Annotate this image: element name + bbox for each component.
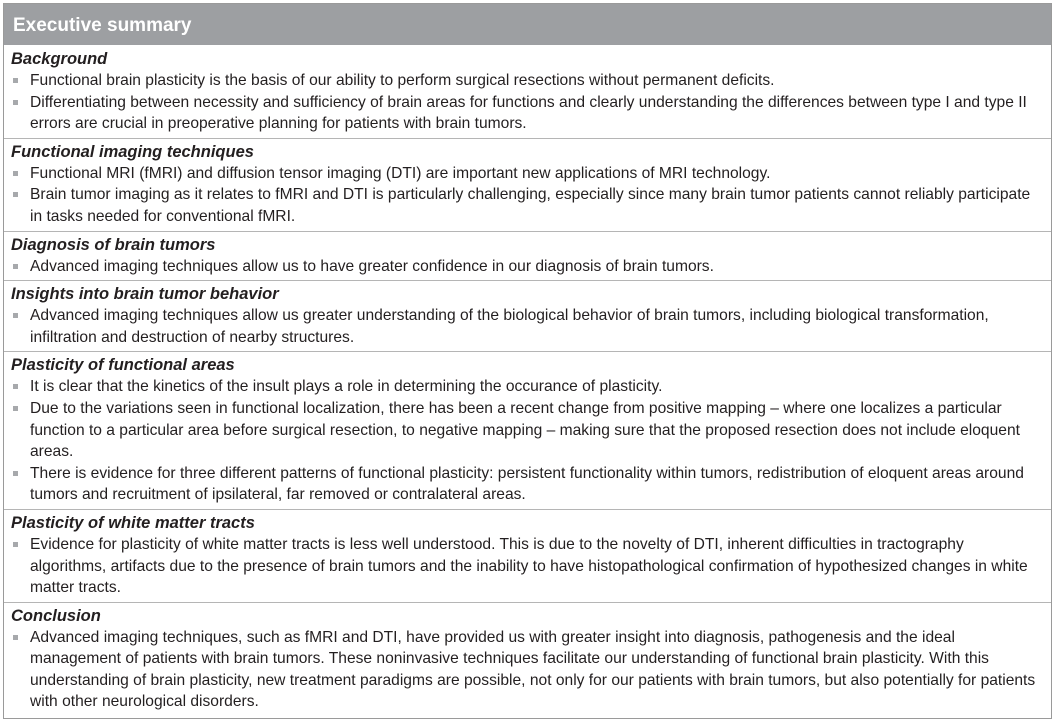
section-heading: Plasticity of white matter tracts: [11, 513, 255, 532]
summary-section: [4, 46, 1051, 138]
bullet-item: [11, 398, 1043, 463]
bullet-list: [11, 376, 1043, 506]
section-heading: Functional imaging techniques: [11, 142, 254, 161]
square-bullet-icon: [13, 635, 18, 640]
bullet-text: Advanced imaging techniques, such as fMRI and DTI, have provided us with greater insight into diagnosis, pathogenesis and the ideal management of patients with brain tumors. These noninvasive techniques facilitate our understanding of functional brain plasticity. With this understanding of brain plasticity, new treatment paradigms are possible, not only for our patients with brain tumors, but also potentially for patients with other neurological disorders.: [30, 628, 1036, 711]
summary-section: [4, 138, 1051, 231]
bullet-text: Evidence for plasticity of white matter tracts is less well understood. This is due to the novelty of DTI, inherent difficulties in tractography algorithms, artifacts due to the presence of brain tumors and the inability to have histopathological confirmation of hypothesized changes in white matter tracts.: [30, 535, 1028, 597]
square-bullet-icon: [13, 542, 18, 547]
bullet-text: Brain tumor imaging as it relates to fMRI and DTI is particularly challenging, especially since many brain tumor patients cannot reliably participate in tasks needed for conventional fMRI.: [30, 186, 1031, 225]
bullet-list: [11, 534, 1043, 599]
bullet-item: [11, 184, 1043, 227]
summary-title: Executive summary: [4, 4, 1051, 46]
bullet-text: Due to the variations seen in functional localization, there has been a recent change from positive mapping – where one localizes a particular function to a particular area before surgical resection, to negative mapping – making sure that the proposed resection does not include eloquent areas.: [30, 399, 1020, 461]
summary-section: [4, 231, 1051, 281]
square-bullet-icon: [13, 171, 18, 176]
square-bullet-icon: [13, 406, 18, 411]
summary-section: [4, 351, 1051, 509]
bullet-item: [11, 376, 1043, 398]
section-heading: Conclusion: [11, 606, 101, 625]
summary-section: [4, 509, 1051, 602]
bullet-item: [11, 463, 1043, 506]
bullet-item: [11, 163, 1043, 185]
square-bullet-icon: [13, 313, 18, 318]
square-bullet-icon: [13, 264, 18, 269]
square-bullet-icon: [13, 78, 18, 83]
section-heading: Plasticity of functional areas: [11, 356, 235, 375]
section-heading: Diagnosis of brain tumors: [11, 235, 216, 254]
bullet-list: [11, 70, 1043, 135]
square-bullet-icon: [13, 192, 18, 197]
executive-summary-box: [3, 3, 1052, 719]
bullet-item: [11, 305, 1043, 348]
section-heading: Insights into brain tumor behavior: [11, 285, 279, 304]
bullet-text: Functional brain plasticity is the basis of our ability to perform surgical resections without permanent deficits.: [30, 72, 775, 89]
bullet-item: [11, 92, 1043, 135]
bullet-text: Functional MRI (fMRI) and diffusion tensor imaging (DTI) are important new applications of MRI technology.: [30, 164, 771, 182]
bullet-text: There is evidence for three different patterns of functional plasticity: persistent functionality within tumors, redistribution of eloquent areas around tumors and recruitment of ipsilateral, far removed or contralateral areas.: [30, 464, 1024, 504]
bullet-item: [11, 534, 1043, 599]
bullet-text: Advanced imaging techniques allow us to have greater confidence in our diagnosis of brain tumors.: [30, 257, 714, 275]
summary-section: [4, 280, 1051, 351]
section-heading: Background: [11, 50, 108, 68]
bullet-item: [11, 627, 1043, 713]
bullet-item: [11, 70, 1043, 92]
bullet-text: It is clear that the kinetics of the insult plays a role in determining the occurance of plasticity.: [30, 378, 663, 396]
bullet-list: [11, 163, 1043, 228]
square-bullet-icon: [13, 384, 18, 389]
square-bullet-icon: [13, 471, 18, 476]
bullet-list: [11, 305, 1043, 348]
square-bullet-icon: [13, 100, 18, 105]
bullet-text: Advanced imaging techniques allow us greater understanding of the biological behavior of brain tumors, including biological transformation, infiltration and destruction of nearby structures.: [30, 307, 989, 346]
bullet-text: Differentiating between necessity and sufficiency of brain areas for functions and clearly understanding the differences between type I and type II errors are crucial in preoperative planning for patients with brain tumors.: [30, 93, 1027, 133]
summary-sections: [4, 46, 1051, 716]
bullet-list: [11, 627, 1043, 713]
bullet-item: [11, 256, 1043, 278]
summary-section: [4, 602, 1051, 716]
bullet-list: [11, 256, 1043, 278]
